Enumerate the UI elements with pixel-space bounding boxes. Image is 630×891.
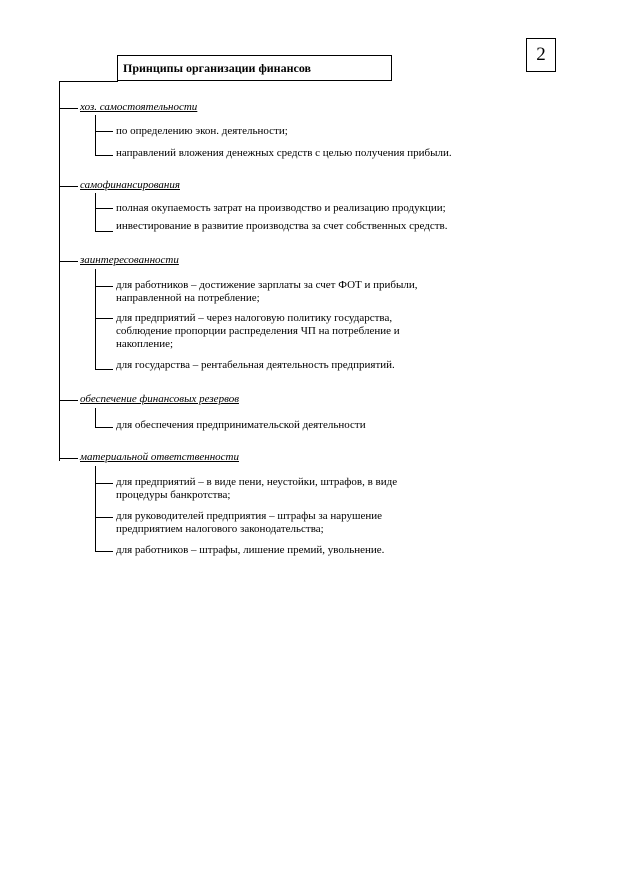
list-item: по определению экон. деятельности;: [116, 125, 288, 137]
list-item: полная окупаемость затрат на производство и реализацию продукции;: [116, 202, 446, 214]
connector-line: [59, 400, 78, 401]
branch-line: [95, 483, 113, 484]
branch-line: [95, 115, 96, 155]
branch-line: [95, 427, 113, 428]
section-heading: заинтересованности: [80, 254, 179, 266]
list-item: для работников – штрафы, лишение премий, увольнение.: [116, 544, 385, 556]
branch-line: [95, 318, 113, 319]
branch-line: [95, 155, 113, 156]
branch-line: [95, 551, 113, 552]
branch-line: [95, 131, 113, 132]
page-title: Принципы организации финансов: [117, 55, 392, 81]
section-heading: самофинансирования: [80, 179, 180, 191]
page-number: 2: [526, 38, 556, 72]
section-heading: обеспечение финансовых резервов: [80, 393, 239, 405]
branch-line: [95, 369, 113, 370]
branch-line: [95, 193, 96, 231]
list-item: для государства – рентабельная деятельность предприятий.: [116, 359, 395, 371]
connector-line: [59, 186, 78, 187]
branch-line: [95, 466, 96, 551]
list-item: инвестирование в развитие производства за счет собственных средств.: [116, 220, 448, 232]
section-heading: материальной ответственности: [80, 451, 239, 463]
list-item: для предприятий – в виде пени, неустойки, штрафов, в виде процедуры банкротства;: [116, 476, 398, 501]
list-item: направлений вложения денежных средств с целью получения прибыли.: [116, 147, 452, 159]
list-item: для предприятий – через налоговую политику государства, соблюдение пропорции распределения ЧП на потребление и накопление;: [116, 312, 400, 350]
connector-line: [59, 458, 78, 459]
list-item: для обеспечения предпринимательской деятельности: [116, 419, 366, 431]
section-heading: хоз. самостоятельности: [80, 101, 198, 113]
branch-line: [95, 517, 113, 518]
branch-line: [95, 208, 113, 209]
branch-line: [95, 269, 96, 369]
list-item: для работников – достижение зарплаты за счет ФОТ и прибыли, направленной на потребление;: [116, 279, 418, 304]
connector-line: [59, 261, 78, 262]
branch-line: [95, 286, 113, 287]
list-item: для руководителей предприятия – штрафы за нарушение предприятием налогового законодательства;: [116, 510, 382, 535]
main-trunk-line: [59, 81, 60, 461]
branch-line: [95, 408, 96, 427]
branch-line: [95, 231, 113, 232]
connector-line: [59, 81, 118, 82]
connector-line: [59, 108, 78, 109]
